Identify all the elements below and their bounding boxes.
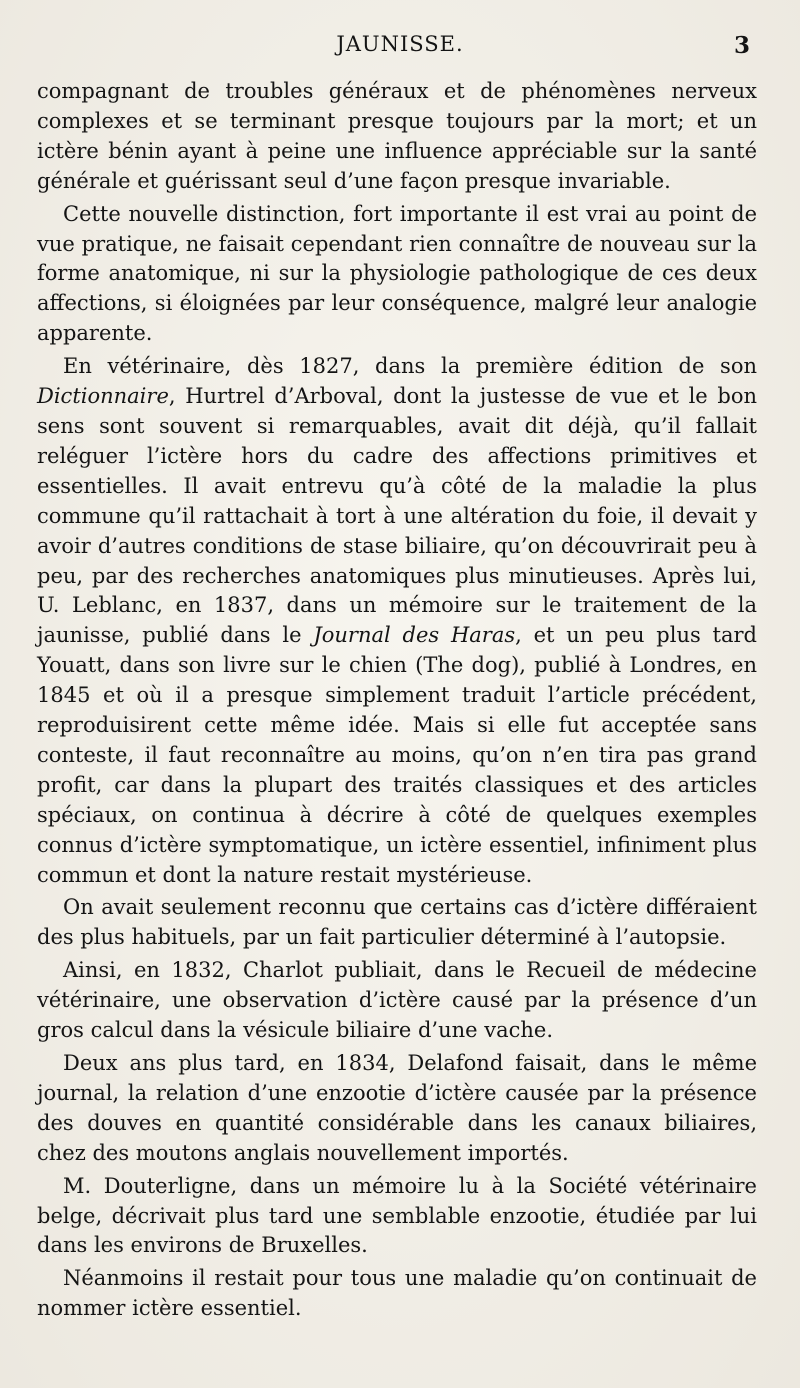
paragraph: [37, 956, 757, 1046]
text-run: Deux ans plus tard, en 1834, Delafond faisait, dans le même journal, la relation d’une enzootie d’ictère causée par la présence des douves en quantité considérable dans les canaux biliaires, chez des moutons anglais nouvellement importés.: [37, 1051, 757, 1165]
text-run: Néanmoins il restait pour tous une maladie qu’on continuait de nommer ictère essentiel.: [37, 1266, 757, 1321]
paragraph: [37, 1264, 757, 1324]
text-run: Ainsi, en 1832, Charlot publiait, dans le Recueil de médecine vétérinaire, une observation d’ictère causé par la présence d’un gros calcul dans la vésicule biliaire d’une vache.: [37, 958, 757, 1043]
page-header: [0, 30, 800, 64]
text-run: M. Douterligne, dans un mémoire lu à la Société vétérinaire belge, décrivait plus tard une semblable enzootie, étudiée par lui dans les environs de Bruxelles.: [37, 1173, 757, 1258]
text-run: En vétérinaire, dès 1827, dans la première édition de son: [63, 354, 757, 379]
text-run: Cette nouvelle distinction, fort importante il est vrai au point de vue pratique, ne faisait cependant rien connaître de nouveau sur la forme anatomique, ni sur la physiologie pathologique de ces deux affections, si éloignées par leur conséquence, malgré leur analogie apparente.: [37, 201, 757, 346]
paragraph: [37, 1172, 757, 1262]
paragraph: [37, 77, 757, 197]
text-run: On avait seulement reconnu que certains cas d’ictère différaient des plus habituels, par un fait particulier déterminé à l’autopsie.: [37, 895, 757, 950]
running-head: JAUNISSE.: [336, 32, 464, 56]
paragraph: [37, 352, 757, 890]
paragraph: [37, 1049, 757, 1169]
italic-title: Dictionnaire: [37, 384, 169, 409]
italic-title: Journal des Haras: [313, 623, 516, 648]
body-text: [37, 77, 757, 1327]
text-run: compagnant de troubles généraux et de phénomènes nerveux complexes et se terminant presque toujours par la mort; et un ictère bénin ayant à peine une influence appréciable sur la santé générale et guérissant seul d’une façon presque invariable.: [37, 79, 757, 193]
text-run: , et un peu plus tard Youatt, dans son livre sur le chien (The dog), publié à Londres, en 1845 et où il a presque simplement traduit l’article précédent, reproduisirent cette même idée. Mais si elle fut acceptée sans conteste, il faut reconnaître au moins, qu’on n’en tira pas grand profit, car dans la plupart des traités classiques et des articles spéciaux, on continua à décrire à côté de quelques exemples connus d’ictère symptomatique, un ictère essentiel, infiniment plus commun et dont la nature restait mystérieuse.: [37, 623, 757, 887]
text-run: , Hurtrel d’Arboval, dont la justesse de vue et le bon sens sont souvent si remarquables, avait dit déjà, qu’il fallait reléguer l’ictère hors du cadre des affections primitives et essentielles. Il avait entrevu qu’à côté de la maladie la plus commune qu’il rattachait à tort à une altération du foie, il devait y avoir d’autres conditions de stase biliaire, qu’on découvrirait peu à peu, par des recherches anatomiques plus minutieuses. Après lui, U. Leblanc, en 1837, dans un mémoire sur le traitement de la jaunisse, publié dans le: [37, 384, 757, 648]
paragraph: [37, 200, 757, 350]
paragraph: [37, 893, 757, 953]
page-number: 3: [733, 32, 750, 59]
